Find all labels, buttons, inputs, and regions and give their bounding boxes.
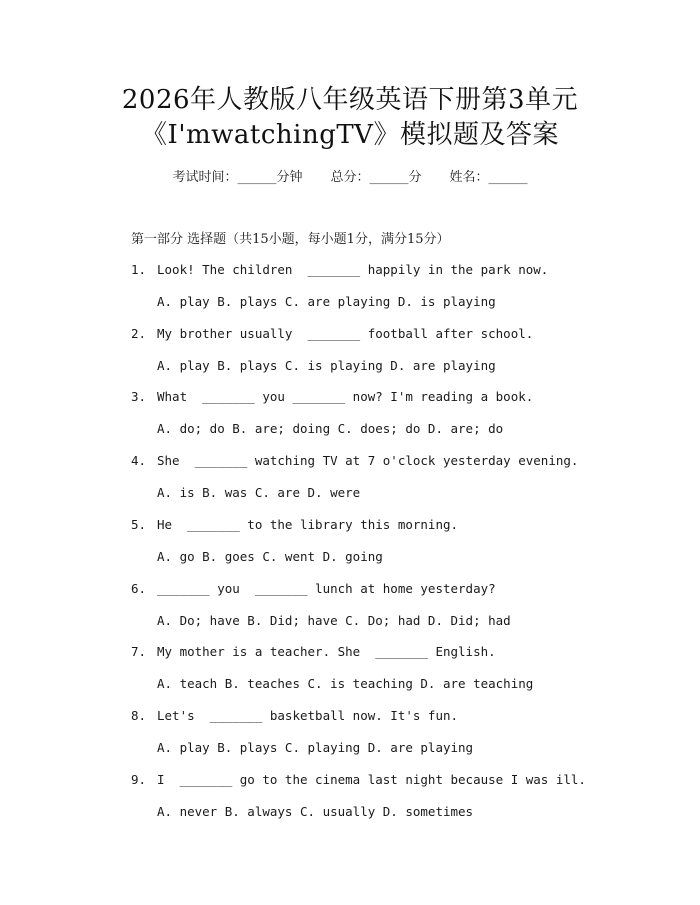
- question-4-options: A. is B. was C. are D. were: [157, 485, 361, 500]
- question-5-options: A. go B. goes C. went D. going: [157, 549, 383, 564]
- question-4: [131, 452, 578, 470]
- question-3-options: A. do; do B. are; doing C. does; do D. are; do: [157, 421, 504, 436]
- question-number: 6.: [131, 581, 147, 596]
- question-7-options: A. teach B. teaches C. is teaching D. are teaching: [157, 676, 534, 691]
- question-1-options: A. play B. plays C. are playing D. is playing: [157, 294, 496, 309]
- question-text: Let's _______ basketball now. It's fun.: [157, 708, 459, 723]
- question-text: My brother usually _______ football after school.: [157, 326, 534, 341]
- question-text: She _______ watching TV at 7 o'clock yesterday evening.: [157, 453, 579, 468]
- question-text: _______ you _______ lunch at home yesterday?: [157, 581, 496, 596]
- question-5: [131, 516, 458, 534]
- question-6-options: A. Do; have B. Did; have C. Do; had D. Did; had: [157, 613, 511, 628]
- question-number: 9.: [131, 772, 147, 787]
- question-6: [131, 580, 496, 598]
- question-number: 3.: [131, 389, 147, 404]
- exam-meta: [0, 169, 700, 187]
- question-number: 2.: [131, 326, 147, 341]
- question-9-options: A. never B. always C. usually D. sometimes: [157, 804, 474, 819]
- question-number: 5.: [131, 517, 147, 532]
- question-8: [131, 707, 458, 725]
- question-text: He _______ to the library this morning.: [157, 517, 459, 532]
- section-heading: 第一部分 选择题（共15小题，每小题1分，满分15分）: [131, 232, 450, 247]
- exam-time: 考试时间：______分钟: [172, 170, 303, 185]
- question-text: I _______ go to the cinema last night because I was ill.: [157, 772, 586, 787]
- question-7: [131, 643, 496, 661]
- question-number: 1.: [131, 262, 147, 277]
- exam-score: 总分：______分: [330, 170, 422, 185]
- question-number: 7.: [131, 644, 147, 659]
- question-text: What _______ you _______ now? I'm reading a book.: [157, 389, 534, 404]
- question-8-options: A. play B. plays C. playing D. are playing: [157, 740, 474, 755]
- question-text: Look! The children _______ happily in the park now.: [157, 262, 549, 277]
- question-2: [131, 325, 533, 343]
- question-1: [131, 261, 548, 279]
- question-number: 8.: [131, 708, 147, 723]
- question-number: 4.: [131, 453, 147, 468]
- question-3: [131, 388, 533, 406]
- title-line-1: 2026年人教版八年级英语下册第3单元: [121, 85, 579, 115]
- exam-name: 姓名：______: [449, 170, 528, 185]
- question-2-options: A. play B. plays C. is playing D. are playing: [157, 358, 496, 373]
- title-line-2: 《I'mwatchingTV》模拟题及答案: [141, 120, 559, 150]
- question-text: My mother is a teacher. She _______ English.: [157, 644, 496, 659]
- question-9: [131, 771, 586, 789]
